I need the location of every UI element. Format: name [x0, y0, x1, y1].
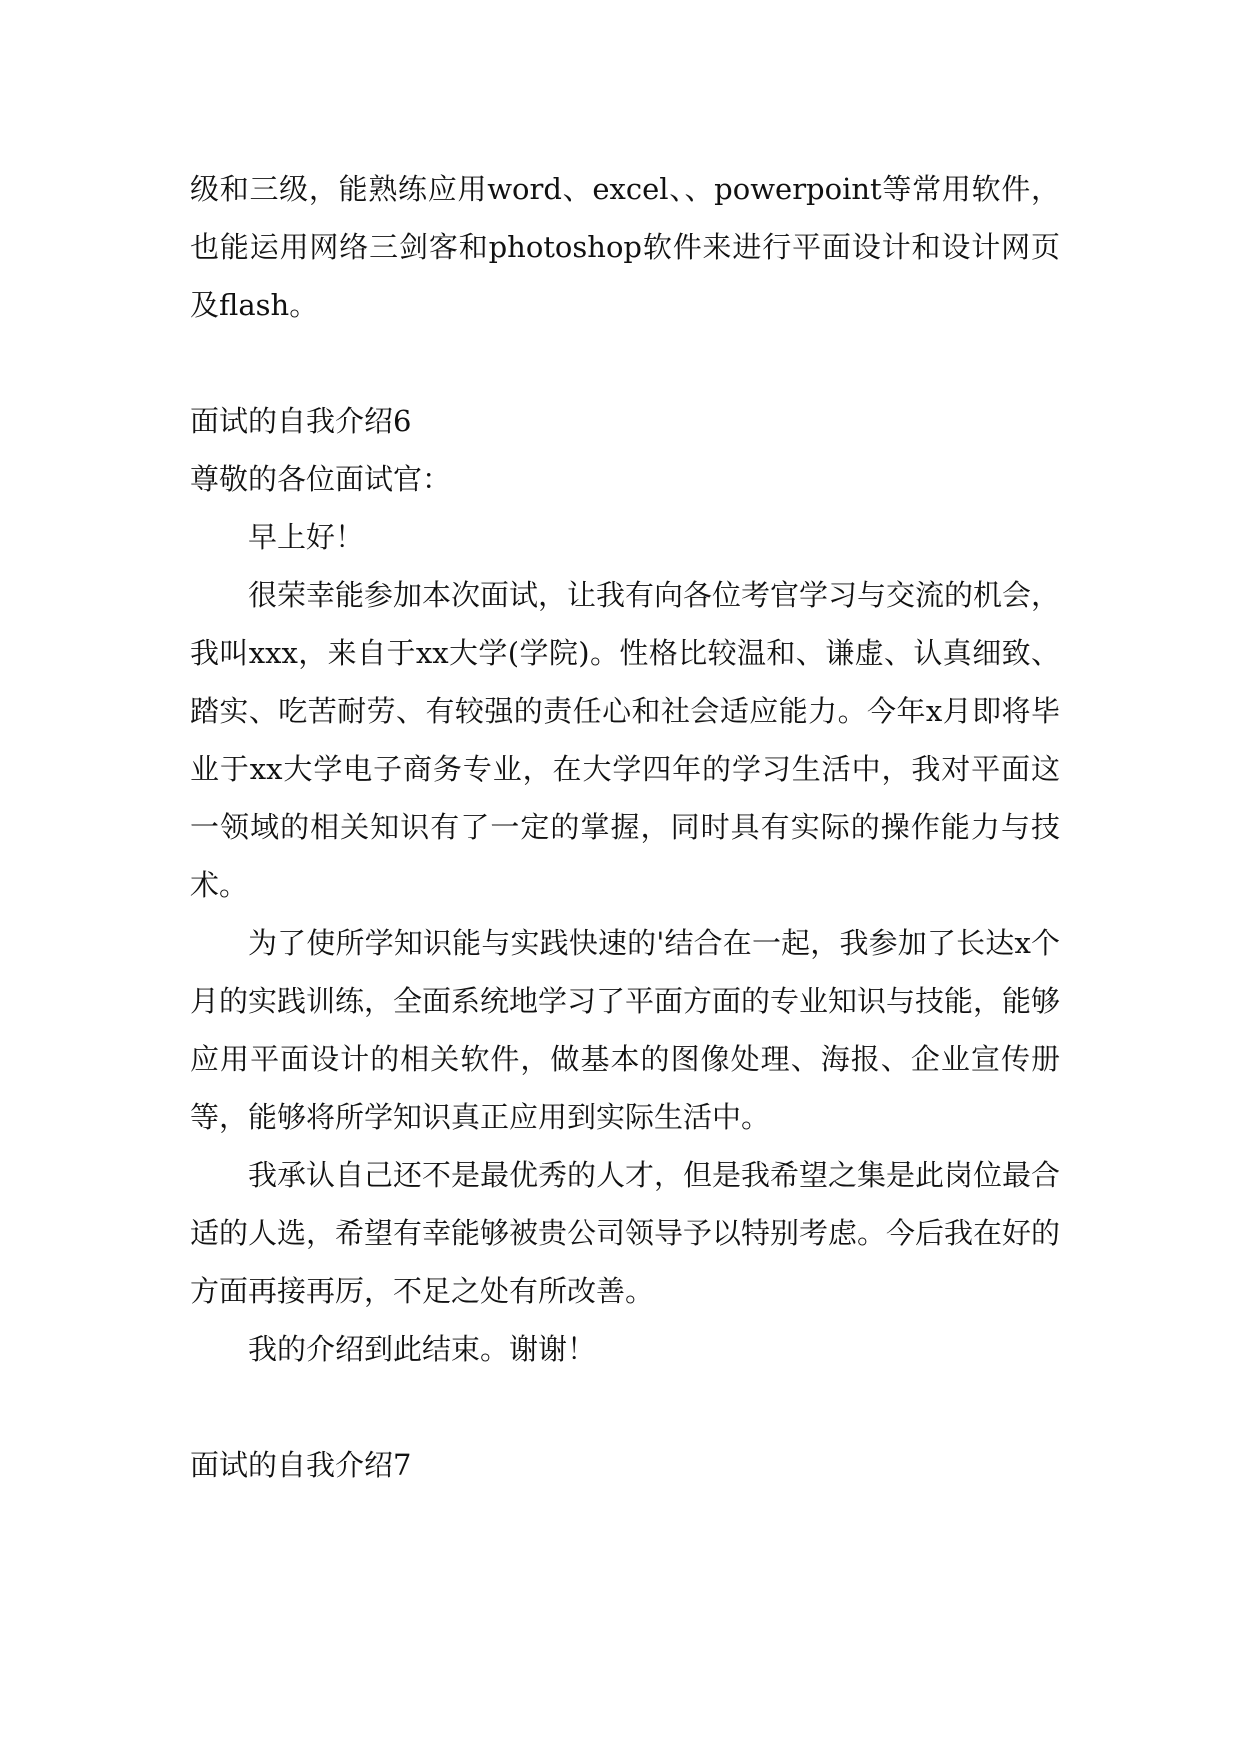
paragraph-practice: 为了使所学知识能与实践快速的'结合在一起，我参加了长达x个月的实践训练，全面系统地学习了平面方面的专业知识与技能，能够应用平面设计的相关软件，做基本的图像处理、海报、企业宣传册等，能够将所学知识真正应用到实际生活中。	[190, 926, 1061, 1134]
paragraph-hope: 我承认自己还不是最优秀的人才，但是我希望之集是此岗位最合适的人选，希望有幸能够被贵公司领导予以特别考虑。今后我在好的方面再接再厉，不足之处有所改善。	[190, 1158, 1061, 1308]
section-spacer	[190, 1378, 1060, 1436]
section-6-title: 面试的自我介绍6	[190, 404, 412, 438]
document-body	[190, 160, 1060, 1494]
section-spacer	[190, 334, 1060, 392]
salutation: 尊敬的各位面试官：	[190, 462, 452, 496]
paragraph-closing: 我的介绍到此结束。谢谢！	[248, 1332, 597, 1366]
paragraph-intro: 很荣幸能参加本次面试，让我有向各位考官学习与交流的机会，我叫xxx，来自于xx大学(学院)。性格比较温和、谦虚、认真细致、踏实、吃苦耐劳、有较强的责任心和社会适应能力。今年x月即将毕业于xx大学电子商务专业，在大学四年的学习生活中，我对平面这一领域的相关知识有了一定的掌握，同时具有实际的操作能力与技术。	[190, 578, 1061, 902]
continuation-paragraph: 级和三级，能熟练应用word、excel、、powerpoint等常用软件，也能运用网络三剑客和photoshop软件来进行平面设计和设计网页及flash。	[190, 172, 1060, 322]
section-7-title: 面试的自我介绍7	[190, 1448, 412, 1482]
greeting: 早上好！	[248, 520, 365, 554]
